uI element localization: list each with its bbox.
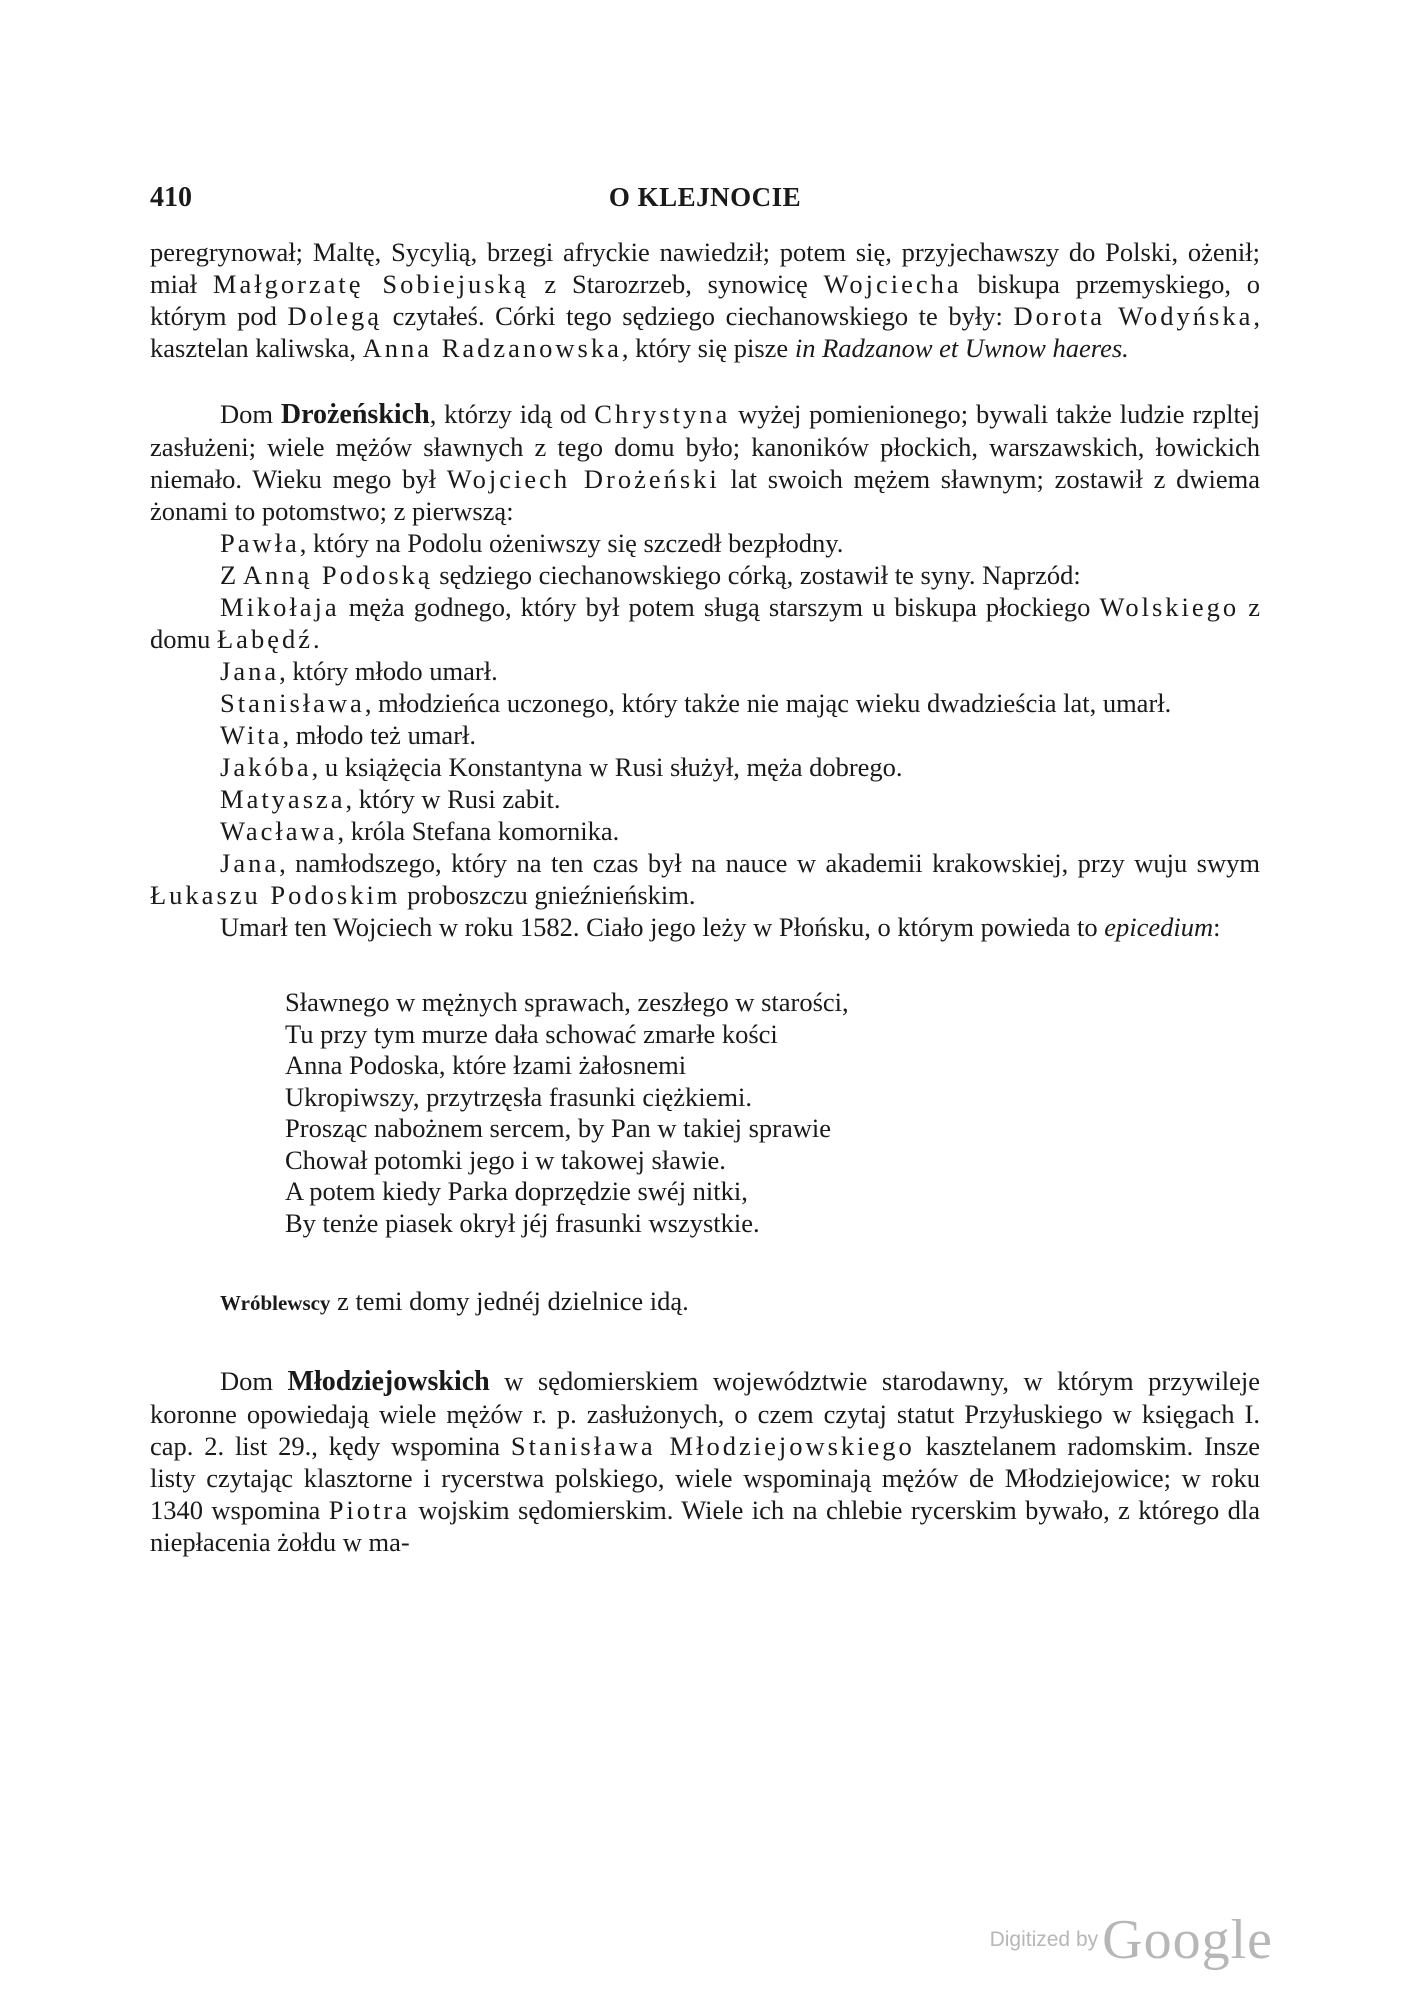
child-entry: Wita, młodo też umarł. (220, 720, 477, 750)
verse-line: Sławnego w mężnych sprawach, zeszłego w starości, (285, 987, 849, 1017)
person-name: Anna Radzanowska (362, 333, 622, 363)
person-name: Chrystyna (594, 399, 731, 429)
coat-of-arms-name: Dolegą (287, 301, 383, 331)
person-name: Wojciech Drożeński (446, 464, 720, 494)
epitaph-verse (285, 987, 1260, 1239)
child-entry: Matyasza, który w Rusi zabit. (220, 784, 561, 814)
verse-line: Chował potomki jego i w takowej sławie. (285, 1144, 726, 1175)
page-header (150, 182, 1260, 222)
verse-line: Anna Podoska, które łzami żałosnemi (285, 1050, 687, 1080)
google-logo: Google (1102, 1909, 1273, 1971)
child-entry: Pawła, który na Podolu ożeniwszy się szczedł bezpłodny. (220, 528, 844, 558)
latin-phrase: in Radzanow et Uwnow haeres. (794, 333, 1129, 363)
house-name: Drożeńskich (280, 399, 430, 430)
paragraph-mlodziejowscy: Dom Młodziejowskich w sędomierskiem województwie starodawny, w którym przywileje koronne opowiedają wiele mężów r. p. zasłużonych, o czem czytaj statut Przyłuskiego w księgach I. cap. 2. list 29., kędy wspomina Stanisława Młodziejowskiego kasztelanem radomskim. Insze listy czytając klasztorne i rycerstwa polskiego, wiele wspominają mężów de Młodziejowice; w roku 1340 wspomina Piotra wojskim sędomierskim. Wiele ich na chlebie rycerskim bywało, z którego dla niepłacenia żołdu w ma- (150, 1366, 1261, 1557)
child-entry: Jana, który młodo umarł. (220, 656, 498, 686)
body-text (150, 236, 1260, 1558)
person-name: Stanisława Młodziejowskiego (510, 1431, 915, 1461)
house-name: Wróblewscy (220, 1291, 331, 1315)
verse-line: Tu przy tym murze dała schować zmarłe kości (285, 1018, 778, 1049)
running-title: O KLEJNOCIE (608, 182, 802, 212)
child-entry: Jakóba, u książęcia Konstantyna w Rusi służył, męża dobrego. (220, 752, 903, 782)
child-entry: Wacława, króla Stefana komornika. (220, 816, 620, 846)
digitized-by-google-watermark: Digitized by Google (989, 1909, 1273, 1971)
death-note: Umarł ten Wojciech w roku 1582. Ciało jego leży w Płońsku, o którym powieda to epicedium: (220, 912, 1221, 942)
verse-line: Ukropiwszy, przytrzęsła frasunki ciężkiemi. (285, 1081, 753, 1112)
child-entry: Mikołaja męża godnego, który był potem sługą starszym u biskupa płockiego Wolskiego z domu Łabędź. (150, 592, 1260, 654)
verse-line: By tenże piasek okrył jéj frasunki wszystkie. (285, 1207, 760, 1238)
verse-line: A potem kiedy Parka doprzędzie swéj nitki, (285, 1176, 748, 1206)
child-entry: Jana, namłodszego, który na ten czas był na nauce w akademii krakowskiej, przy wuju swym Łukaszu Podoskim proboszczu gnieźnieńskim. (150, 848, 1260, 910)
person-name: Wojciecha (823, 269, 962, 299)
page-number: 410 (150, 182, 192, 213)
house-name: Młodziejowskich (287, 1366, 490, 1397)
wroblewscy-note: Wróblewscy z temi domy jednéj dzielnice idą. (220, 1286, 689, 1316)
child-entry: Stanisława, młodzieńca uczonego, który także nie mając wieku dwadzieścia lat, umarł. (220, 688, 1172, 718)
person-name: Piotra (328, 1495, 410, 1525)
person-name: Dorota Wodyńska (1013, 301, 1254, 331)
verse-line: Prosząc nabożnem sercem, by Pan w takiej sprawie (285, 1113, 832, 1143)
child-entry: Z Anną Podoską sędziego ciechanowskiego córką, zostawił te syny. Naprzód: (220, 560, 1081, 590)
person-name: Małgorzatę Sobiejuską (212, 269, 529, 299)
paragraph-drozenscy: Dom Drożeńskich, którzy idą od Chrystyna wyżej pomienionego; bywali także ludzie rzpltej zasłużeni; wiele mężów sławnych z tego domu było; kanoników płockich, warszawskich, łowickich niemało. Wieku mego był Wojciech Drożeński lat swoich mężem sławnym; zostawił z dwiema żonami to potomstwo; z pierwszą: (150, 399, 1261, 526)
paragraph-continuation: peregrynował; Maltę, Sycylią, brzegi afryckie nawiedził; potem się, przyjechawszy do Polski, ożenił; miał Małgorzatę Sobiejuską z Starozrzeb, synowicę Wojciecha biskupa przemyskiego, o którym pod Dolegą czytałeś. Córki tego sędziego ciechanowskiego te były: Dorota Wodyńska, kasztelan kaliwska, Anna Radzanowska, który się pisze in Radzanow et Uwnow haeres. (150, 237, 1260, 363)
